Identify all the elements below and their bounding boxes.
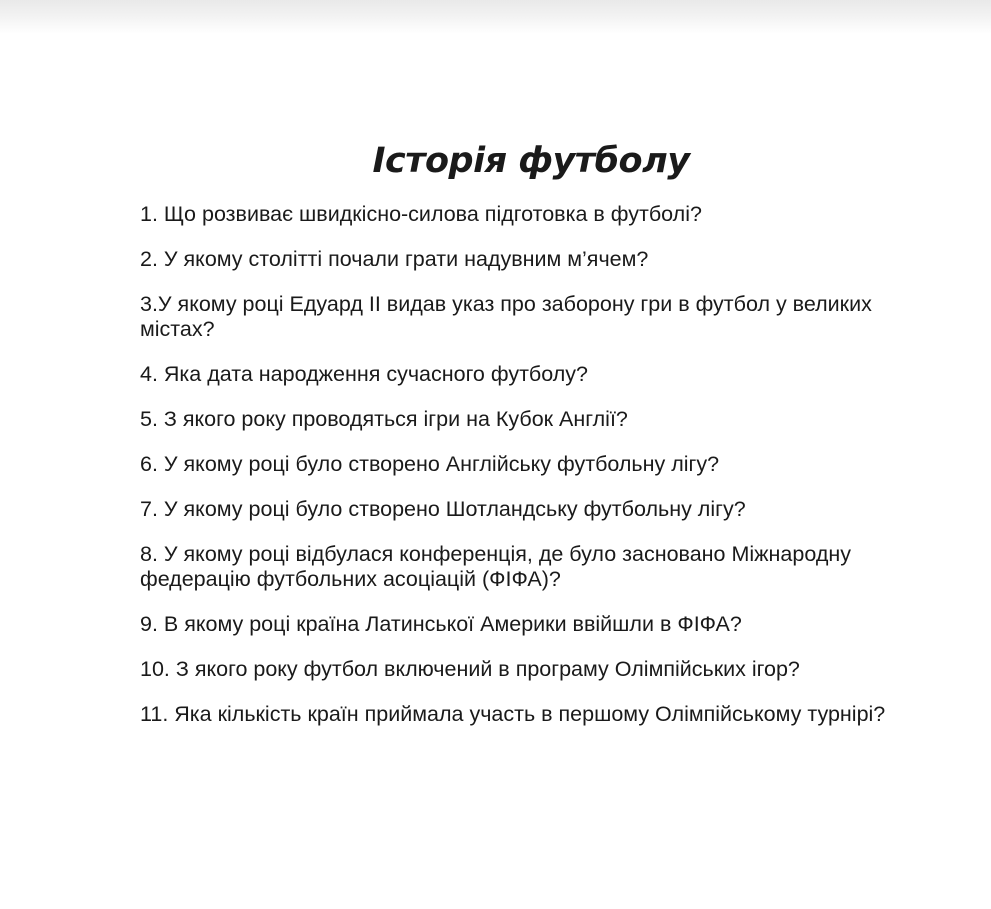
page-title: Історія футболу [372, 141, 690, 181]
question-item: 9. В якому році країна Латинської Америки ввійшли в ФІФА? [140, 612, 742, 636]
question-item: 1. Що розвиває швидкісно-силова підготовка в футболі? [140, 202, 702, 226]
question-item: 2. У якому столітті почали грати надувним м’ячем? [140, 247, 649, 271]
question-item: 11. Яка кількість країн приймала участь в першому Олімпійському турнірі? [140, 702, 886, 726]
top-edge-shadow [0, 0, 991, 34]
question-item: 4. Яка дата народження сучасного футболу? [140, 362, 588, 386]
question-item: 5. З якого року проводяться ігри на Кубок Англії? [140, 407, 628, 431]
question-item: 6. У якому році було створено Англійську футбольну лігу? [140, 452, 720, 476]
question-item: 10. З якого року футбол включений в програму Олімпійських ігор? [140, 657, 800, 681]
question-item: 8. У якому році відбулася конференція, де було засновано Міжнародну федерацію футбольних асоціацій (ФІФА)? [140, 542, 851, 591]
question-item: 7. У якому році було створено Шотландську футбольну лігу? [140, 497, 746, 521]
question-item: 3.У якому році Едуард ІІ видав указ про заборону гри в футбол у великих містах? [140, 292, 872, 341]
question-list [140, 202, 950, 747]
